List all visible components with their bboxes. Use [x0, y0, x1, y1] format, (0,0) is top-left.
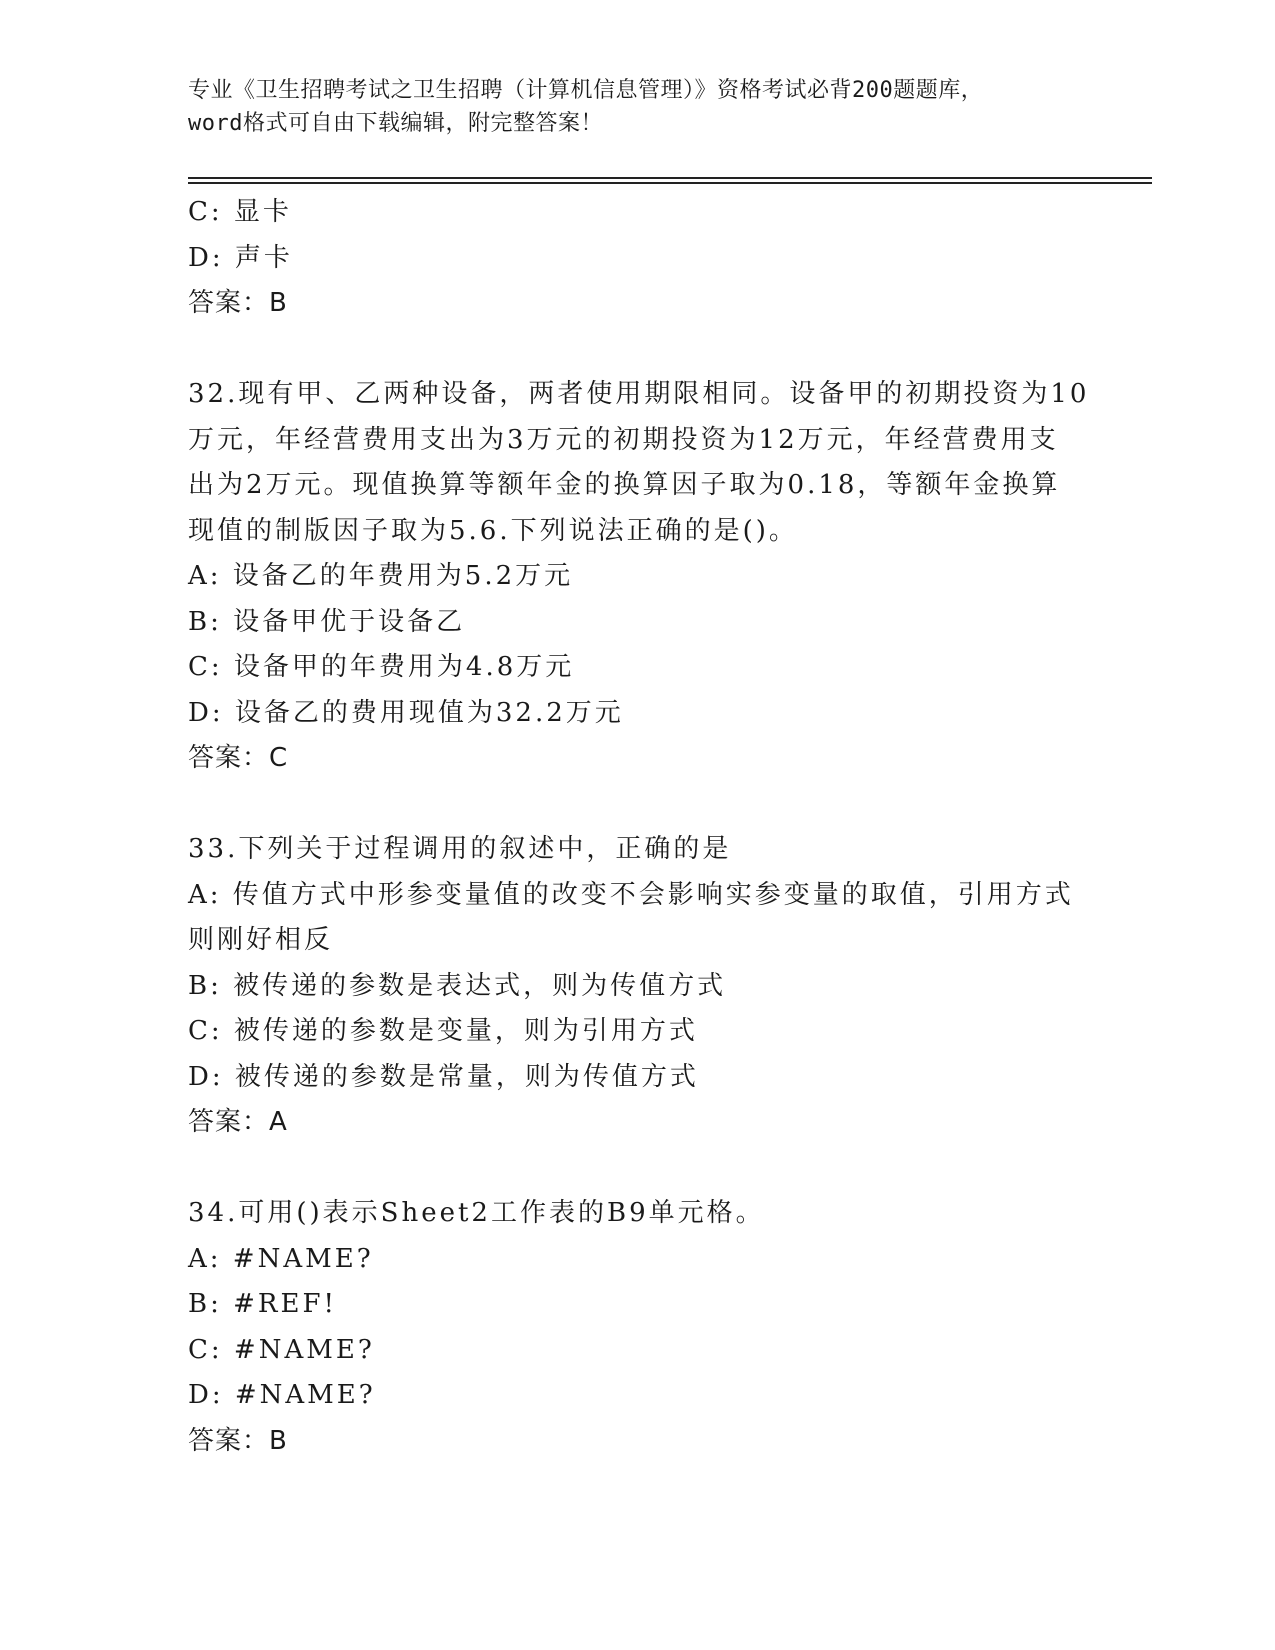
- question-text: 32.现有甲、乙两种设备，两者使用期限相同。设备甲的初期投资为10: [188, 379, 1090, 409]
- option-b: B: 被传递的参数是表达式，则为传值方式: [188, 970, 727, 1001]
- option-c: C: #NAME?: [188, 1334, 375, 1365]
- option-d: D: 被传递的参数是常量，则为传值方式: [188, 1061, 699, 1092]
- option-c: C: 显卡: [188, 197, 292, 227]
- option-c: C: 被传递的参数是变量，则为引用方式: [188, 1016, 698, 1046]
- spacer: [188, 782, 1088, 828]
- option-d: D: 设备乙的费用现值为32.2万元: [188, 697, 624, 728]
- spacer: [188, 327, 1088, 373]
- question-32: [188, 372, 1088, 782]
- spacer: [188, 1146, 1088, 1192]
- option-b: B: #REF!: [188, 1289, 337, 1319]
- answer-line: 答案：C: [188, 743, 289, 773]
- option-a-continued: 则刚好相反: [188, 925, 334, 955]
- option-a: A: 传值方式中形参变量值的改变不会影响实参变量的取值，引用方式: [188, 879, 1074, 910]
- header-line-2: word格式可自由下载编辑，附完整答案！: [188, 111, 603, 136]
- question-34: [188, 1191, 1088, 1464]
- question-text: 33.下列关于过程调用的叙述中，正确的是: [188, 834, 732, 864]
- question-text: 万元，年经营费用支出为3万元的初期投资为12万元，年经营费用支: [188, 424, 1059, 455]
- question-31-tail: [188, 190, 1088, 327]
- question-text: 出为2万元。现值换算等额年金的换算因子取为0.18，等额年金换算: [188, 470, 1061, 500]
- option-c: C: 设备甲的年费用为4.8万元: [188, 652, 575, 682]
- option-a: A: #NAME?: [188, 1243, 374, 1274]
- question-text: 现值的制版因子取为5.6.下列说法正确的是()。: [188, 515, 798, 546]
- question-33: [188, 827, 1088, 1146]
- header-divider-bottom: [188, 182, 1152, 184]
- answer-line: 答案：B: [188, 288, 288, 318]
- option-a: A: 设备乙的年费用为5.2万元: [188, 561, 574, 591]
- option-d: D: 声卡: [188, 242, 293, 273]
- option-b: B: 设备甲优于设备乙: [188, 606, 466, 637]
- question-text: 34.可用()表示Sheet2工作表的B9单元格。: [188, 1198, 765, 1228]
- option-d: D: #NAME?: [188, 1380, 376, 1410]
- header-line-1: 专业《卫生招聘考试之卫生招聘（计算机信息管理）》资格考试必背200题题库，: [188, 78, 984, 103]
- header-divider-top: [188, 177, 1152, 179]
- answer-line: 答案：A: [188, 1107, 288, 1137]
- document-header: [188, 74, 1088, 140]
- document-body: [188, 190, 1088, 1464]
- answer-line: 答案：B: [188, 1425, 288, 1456]
